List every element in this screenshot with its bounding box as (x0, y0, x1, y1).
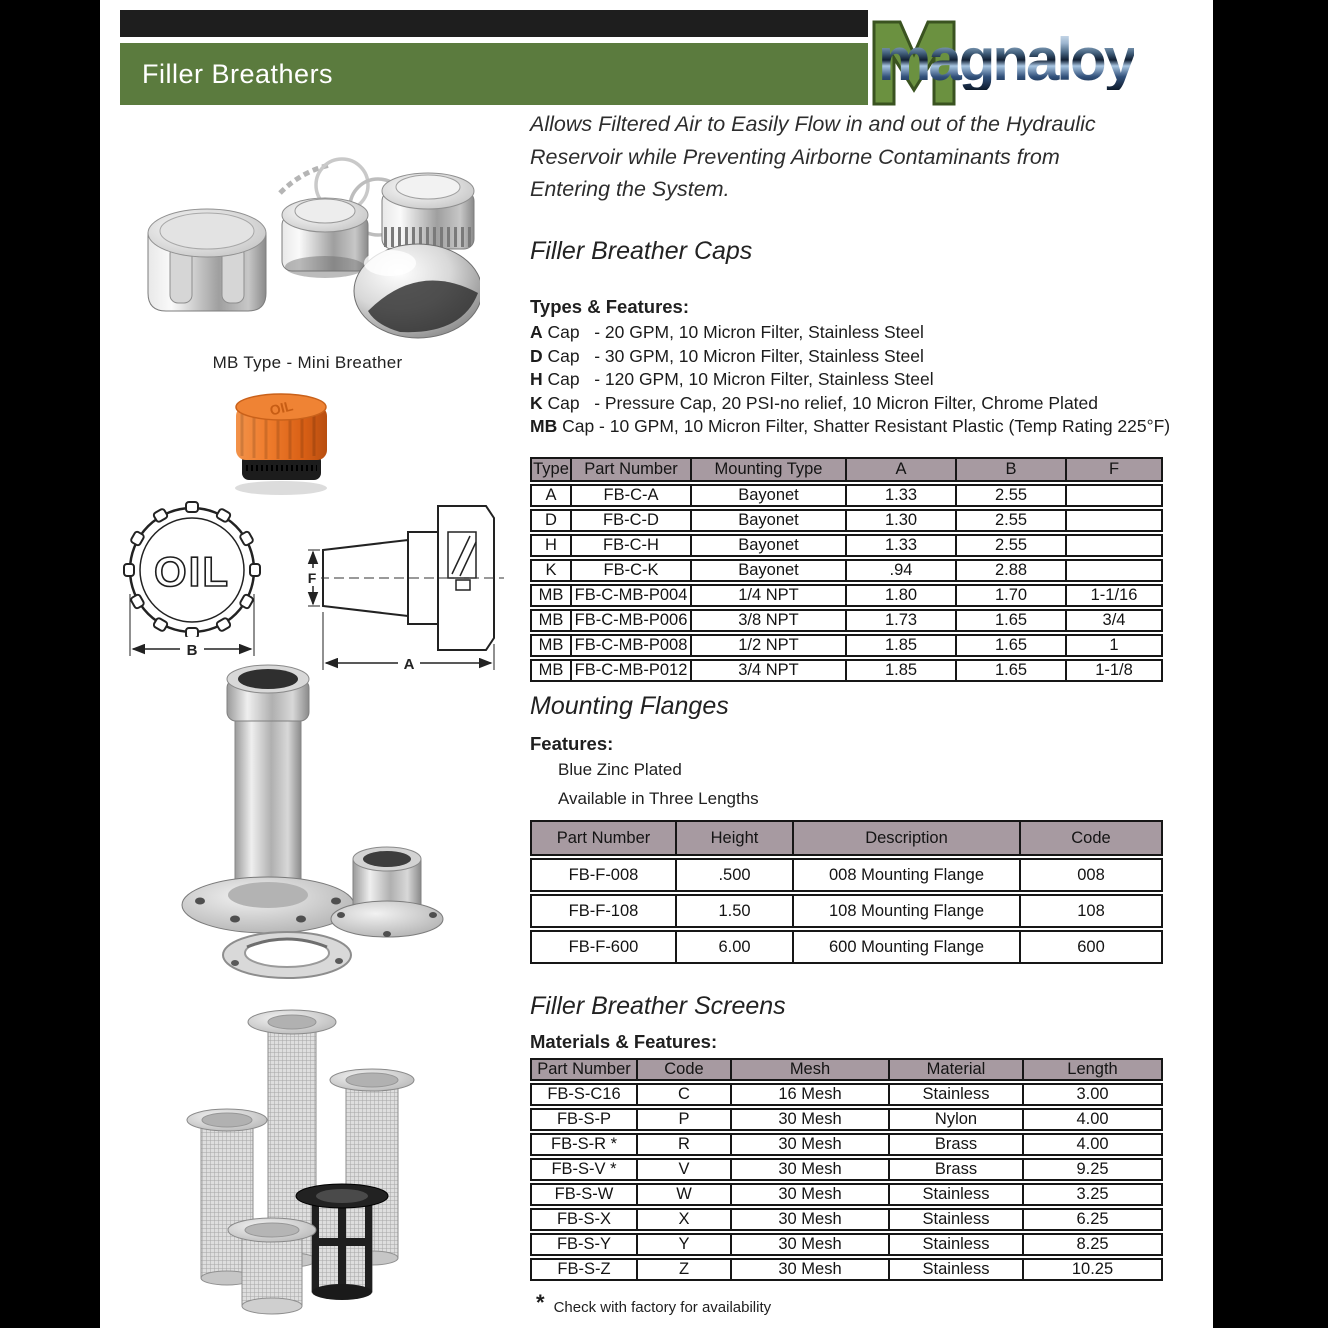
mounting-flange-photo (175, 663, 445, 993)
front-view-drawing (120, 498, 270, 663)
column-header: B (955, 457, 1065, 482)
table-row (530, 634, 1163, 657)
screens-table-body (530, 1083, 1163, 1281)
table-cell: D (530, 509, 570, 532)
table-cell: Stainless (888, 1083, 1022, 1106)
table-cell: FB-C-A (570, 484, 690, 507)
table-row (530, 484, 1163, 507)
table-cell: Nylon (888, 1108, 1022, 1131)
column-header: Code (636, 1058, 730, 1081)
table-cell: 108 (1019, 894, 1163, 928)
table-cell: Bayonet (690, 534, 845, 557)
gasket-ring (223, 932, 351, 978)
table-cell: 30 Mesh (730, 1233, 888, 1256)
table-cell: Bayonet (690, 509, 845, 532)
table-cell: FB-C-MB-P012 (570, 659, 690, 682)
table-cell: 1.85 (845, 634, 955, 657)
dim-b-label: B (186, 642, 198, 659)
table-cell: 1.65 (955, 609, 1065, 632)
logo-wordmark: magnaloy (878, 26, 1135, 93)
table-cell: 3/4 (1065, 609, 1163, 632)
cap-type-desc: Cap - 20 GPM, 10 Micron Filter, Stainless Steel (542, 322, 924, 342)
intro-line: Allows Filtered Air to Easily Flow in and out of the Hydraulic (530, 112, 1096, 136)
table-row (530, 609, 1163, 632)
cap-type-code: K (530, 392, 543, 413)
table-cell: .94 (845, 559, 955, 582)
short-flange (331, 847, 443, 937)
table-cell: FB-S-R * (530, 1133, 636, 1156)
table-cell: Stainless (888, 1208, 1022, 1231)
column-header: Part Number (570, 457, 690, 482)
table-cell: 008 (1019, 858, 1163, 892)
dim-f-label: F (307, 570, 317, 586)
intro-line: Reservoir while Preventing Airborne Contaminants from (530, 144, 1060, 169)
table-cell: 1-1/8 (1065, 659, 1163, 682)
breather-caps-photo (130, 133, 480, 348)
table-cell: 1.65 (955, 659, 1065, 682)
cap-type-code: D (530, 345, 543, 366)
asterisk-mark: * (536, 1290, 545, 1315)
table-cell: MB (530, 634, 570, 657)
table-cell: 1.30 (845, 509, 955, 532)
column-header: Height (675, 820, 792, 856)
cap-type-desc: Cap - 30 GPM, 10 Micron Filter, Stainless Steel (542, 345, 924, 366)
table-cell: W (636, 1183, 730, 1206)
table-cell: 3/4 NPT (690, 659, 845, 682)
table-cell: 1/2 NPT (690, 634, 845, 657)
table-cell: R (636, 1133, 730, 1156)
flanges-subheading: Features: (530, 733, 614, 754)
intro-paragraph (530, 108, 1190, 206)
header-row (530, 820, 1163, 856)
table-cell: 2.55 (955, 534, 1065, 557)
table-cell: 1.73 (845, 609, 955, 632)
table-cell: 2.55 (955, 484, 1065, 507)
table-row (530, 534, 1163, 557)
table-cell: 6.00 (675, 930, 792, 964)
header-black-bar (120, 10, 868, 37)
table-row (530, 559, 1163, 582)
breather-profile-outline (323, 506, 494, 650)
column-header: Mesh (730, 1058, 888, 1081)
table-cell: 1.85 (845, 659, 955, 682)
table-row (530, 1208, 1163, 1231)
table-cell: 30 Mesh (730, 1158, 888, 1181)
table-cell: FB-S-Y (530, 1233, 636, 1256)
table-cell: 1.80 (845, 584, 955, 607)
screens-table (530, 1056, 1163, 1283)
table-cell: FB-F-108 (530, 894, 675, 928)
table-cell: Bayonet (690, 559, 845, 582)
dim-a-label: A (403, 656, 415, 673)
table-cell: FB-F-008 (530, 858, 675, 892)
cap-type-item (530, 345, 1170, 369)
column-header: Mounting Type (690, 457, 845, 482)
cap-k-photo (354, 244, 480, 338)
header-row (530, 457, 1163, 482)
breather-screens-photo (170, 1000, 440, 1315)
caps-table-head (530, 457, 1163, 482)
column-header: Code (1019, 820, 1163, 856)
table-row (530, 930, 1163, 964)
table-row (530, 509, 1163, 532)
table-row (530, 584, 1163, 607)
table-cell: V (636, 1158, 730, 1181)
column-header: Part Number (530, 820, 675, 856)
table-row (530, 1258, 1163, 1281)
screens-subheading: Materials & Features: (530, 1031, 718, 1052)
footnote (536, 1292, 771, 1316)
oil-drawing-text: OIL (154, 548, 230, 595)
table-cell: FB-S-X (530, 1208, 636, 1231)
table-cell: FB-S-V * (530, 1158, 636, 1181)
table-row (530, 1233, 1163, 1256)
header-row (530, 1058, 1163, 1081)
table-cell: .500 (675, 858, 792, 892)
table-cell: MB (530, 659, 570, 682)
table-cell: 6.25 (1022, 1208, 1163, 1231)
table-cell: 9.25 (1022, 1158, 1163, 1181)
table-cell: Stainless (888, 1233, 1022, 1256)
table-cell: MB (530, 584, 570, 607)
table-cell: 2.55 (955, 509, 1065, 532)
table-cell (1065, 559, 1163, 582)
table-row (530, 1158, 1163, 1181)
flanges-table-head (530, 820, 1163, 856)
cap-type-code: H (530, 369, 543, 389)
table-cell: 30 Mesh (730, 1183, 888, 1206)
right-margin-strip (1213, 0, 1328, 1328)
table-cell: 1.70 (955, 584, 1065, 607)
cap-type-item (530, 392, 1170, 416)
mb-type-caption: MB Type - Mini Breather (212, 353, 403, 372)
table-cell: H (530, 534, 570, 557)
page-title: Filler Breathers (142, 58, 334, 89)
table-cell: MB (530, 609, 570, 632)
table-cell: 600 Mounting Flange (792, 930, 1019, 964)
column-header: A (845, 457, 955, 482)
table-cell: 1 (1065, 634, 1163, 657)
table-cell: 600 (1019, 930, 1163, 964)
table-cell: FB-F-600 (530, 930, 675, 964)
oil-embossed-text: OIL (267, 397, 295, 419)
side-section-drawing (298, 492, 508, 677)
table-cell: P (636, 1108, 730, 1131)
table-cell: 30 Mesh (730, 1258, 888, 1281)
table-cell: FB-C-H (570, 534, 690, 557)
table-cell: A (530, 484, 570, 507)
table-cell (1065, 484, 1163, 507)
table-cell: 10.25 (1022, 1258, 1163, 1281)
flanges-table (530, 818, 1163, 966)
table-row (530, 858, 1163, 892)
table-cell: 1/4 NPT (690, 584, 845, 607)
table-cell: K (530, 559, 570, 582)
cap-type-desc: Cap - Pressure Cap, 20 PSI-no relief, 10 Micron Filter, Chrome Plated (542, 392, 1099, 413)
table-row (530, 1183, 1163, 1206)
table-cell: 16 Mesh (730, 1083, 888, 1106)
cap-type-code: MB (530, 416, 558, 436)
column-header: F (1065, 457, 1163, 482)
flanges-table-body (530, 858, 1163, 964)
table-cell: 3.00 (1022, 1083, 1163, 1106)
table-cell: Stainless (888, 1183, 1022, 1206)
table-cell: Brass (888, 1158, 1022, 1181)
table-cell: 1-1/16 (1065, 584, 1163, 607)
table-row (530, 894, 1163, 928)
table-cell: 4.00 (1022, 1108, 1163, 1131)
cap-type-item (530, 321, 1170, 345)
scalloped-cap-outline (124, 502, 260, 638)
flanges-section-heading: Mounting Flanges (530, 692, 729, 720)
cap-h-photo (382, 173, 474, 249)
cap-type-item (530, 415, 1170, 439)
table-row (530, 1133, 1163, 1156)
left-margin-strip (0, 0, 100, 1328)
cap-a-photo (148, 209, 266, 311)
table-cell: 1.50 (675, 894, 792, 928)
intro-line: Entering the System. (530, 177, 730, 201)
table-cell: 4.00 (1022, 1133, 1163, 1156)
table-cell: X (636, 1208, 730, 1231)
cap-type-desc: Cap - 120 GPM, 10 Micron Filter, Stainless Steel (542, 369, 934, 389)
tall-flange-tube (182, 665, 354, 933)
table-cell: FB-S-W (530, 1183, 636, 1206)
table-row (530, 659, 1163, 682)
flange-feature-item: Available in Three Lengths (558, 789, 759, 808)
table-cell: Z (636, 1258, 730, 1281)
table-cell: 3/8 NPT (690, 609, 845, 632)
footnote-text: Check with factory for availability (553, 1299, 772, 1316)
table-row (530, 1108, 1163, 1131)
table-cell: FB-C-MB-P006 (570, 609, 690, 632)
table-cell: Bayonet (690, 484, 845, 507)
caps-table-body (530, 484, 1163, 682)
table-cell: 1.65 (955, 634, 1065, 657)
column-header: Part Number (530, 1058, 636, 1081)
table-cell: FB-C-K (570, 559, 690, 582)
table-cell: 8.25 (1022, 1233, 1163, 1256)
table-cell: 008 Mounting Flange (792, 858, 1019, 892)
magnaloy-logo (872, 14, 1172, 109)
column-header: Description (792, 820, 1019, 856)
table-cell: 30 Mesh (730, 1108, 888, 1131)
flange-features-list (558, 755, 759, 813)
column-header: Type (530, 457, 570, 482)
screens-section-heading: Filler Breather Screens (530, 992, 786, 1020)
table-row (530, 1083, 1163, 1106)
table-cell: Stainless (888, 1258, 1022, 1281)
table-cell: FB-S-Z (530, 1258, 636, 1281)
table-cell: Brass (888, 1133, 1022, 1156)
screens-table-head (530, 1058, 1163, 1081)
table-cell: FB-C-D (570, 509, 690, 532)
table-cell: 1.33 (845, 534, 955, 557)
column-header: Material (888, 1058, 1022, 1081)
table-cell: 1.33 (845, 484, 955, 507)
table-cell: FB-C-MB-P008 (570, 634, 690, 657)
flange-feature-item: Blue Zinc Plated (558, 760, 682, 779)
caps-table (530, 455, 1163, 684)
column-header: Length (1022, 1058, 1163, 1081)
table-cell: Y (636, 1233, 730, 1256)
table-cell: FB-C-MB-P004 (570, 584, 690, 607)
table-cell: 2.88 (955, 559, 1065, 582)
cap-types-list (530, 321, 1170, 439)
cap-type-code: A (530, 322, 543, 342)
table-cell (1065, 509, 1163, 532)
cap-d-photo (282, 198, 368, 278)
dimension-f (304, 550, 321, 606)
caps-subheading: Types & Features: (530, 296, 690, 317)
header-green-bar (120, 43, 868, 105)
table-cell: C (636, 1083, 730, 1106)
table-cell: FB-S-P (530, 1108, 636, 1131)
table-cell: FB-S-C16 (530, 1083, 636, 1106)
caps-section-heading: Filler Breather Caps (530, 237, 753, 265)
table-cell: 3.25 (1022, 1183, 1163, 1206)
mini-breather-photo (224, 388, 339, 496)
cap-type-item (530, 368, 1170, 392)
cap-type-desc: Cap - 10 GPM, 10 Micron Filter, Shatter Resistant Plastic (Temp Rating 225°F) (557, 416, 1171, 436)
table-cell: 108 Mounting Flange (792, 894, 1019, 928)
table-cell: 30 Mesh (730, 1133, 888, 1156)
table-cell: 30 Mesh (730, 1208, 888, 1231)
table-cell (1065, 534, 1163, 557)
